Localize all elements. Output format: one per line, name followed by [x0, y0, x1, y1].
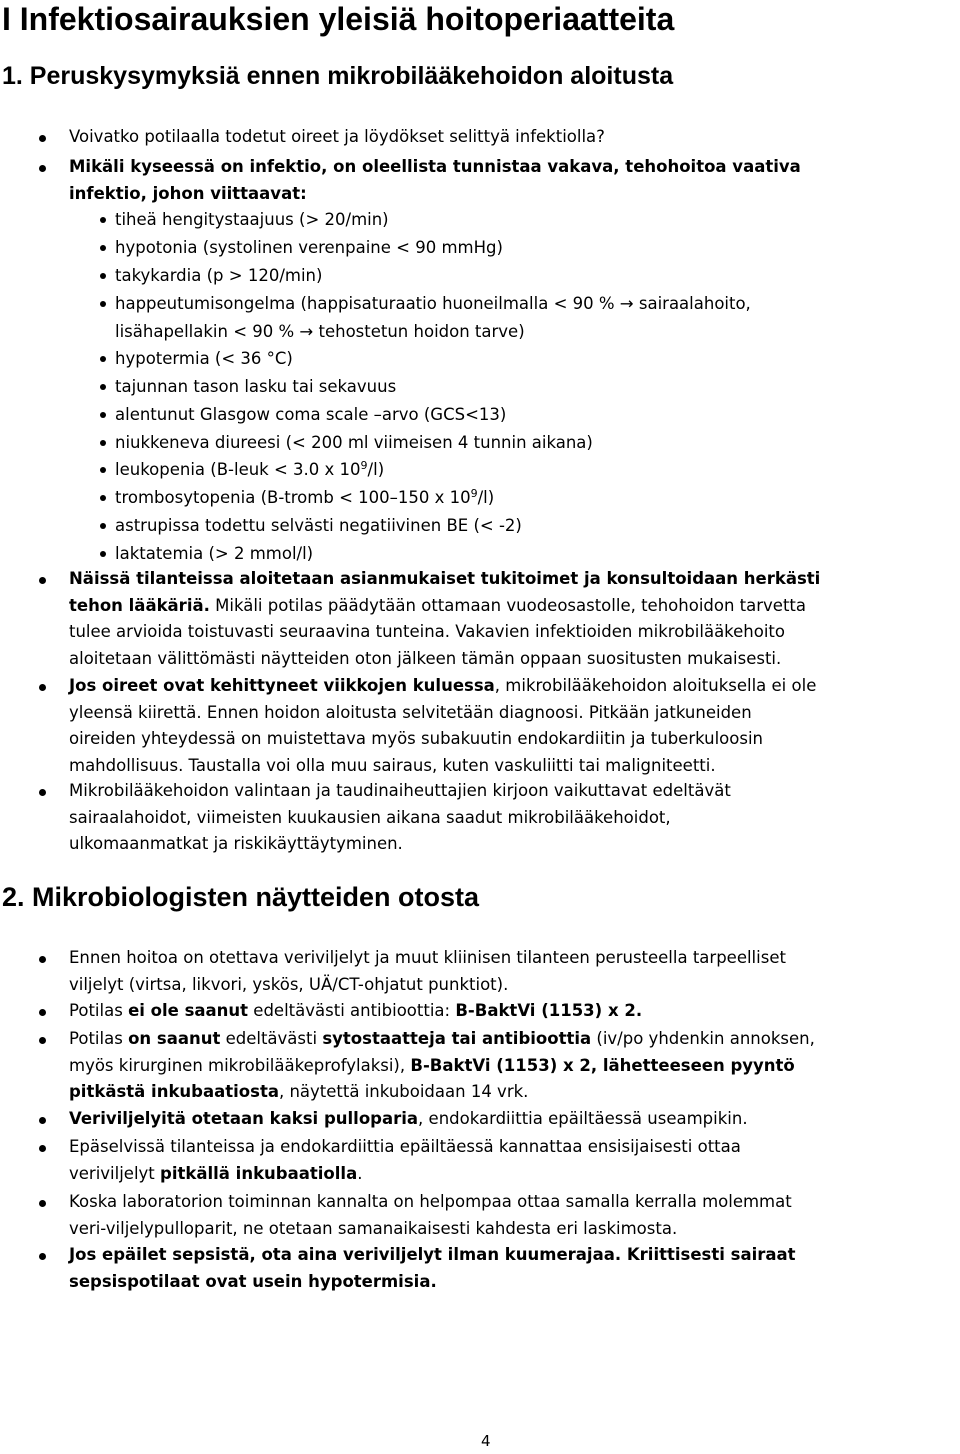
- criteria-item: hypotonia (systolinen verenpaine < 90 mmHg): [115, 234, 955, 262]
- criteria-item: niukkeneva diureesi (< 200 ml viimeisen 4 tunnin aikana): [115, 429, 955, 457]
- bullet-icon: [100, 245, 106, 251]
- bullet-icon: [39, 165, 46, 172]
- criteria-item: tiheä hengitystaajuus (> 20/min): [115, 206, 955, 234]
- criteria-item: astrupissa todettu selvästi negatiivinen BE (< -2): [115, 512, 955, 540]
- bullet-icon: [100, 356, 106, 362]
- bullet-icon: [100, 301, 106, 307]
- bullet-icon: [39, 1145, 46, 1152]
- section-2-heading: 2. Mikrobiologisten näytteiden otosta: [2, 882, 480, 912]
- bullet-icon: [39, 577, 46, 584]
- criteria-item: alentunut Glasgow coma scale –arvo (GCS<13): [115, 401, 955, 429]
- list-item: Ennen hoitoa on otettava veriviljelyt ja muut kliinisen tilanteen perusteella tarpeelliset viljelyt (virtsa, likvori, yskös, UÄ/CT-ohjatut punktiot).: [69, 945, 959, 998]
- bullet-icon: [100, 412, 106, 418]
- severe-infection-intro-line1: Mikäli kyseessä on infektio, on oleellista tunnistaa vakava, tehohoitoa vaativa: [69, 157, 801, 176]
- criteria-item: trombosytopenia (B-tromb < 100–150 x $10^9/l$): [115, 484, 955, 512]
- bullet-icon: [39, 789, 46, 796]
- bullet-icon: [39, 1253, 46, 1260]
- list-item: Potilas ei ole saanut edeltävästi antibioottia: B-BaktVi (1153) x 2.: [69, 998, 959, 1025]
- section-1-heading: 1. Peruskysymyksiä ennen mikrobilääkehoidon aloitusta: [2, 62, 674, 90]
- list-item: Voivatko potilaalla todetut oireet ja löydökset selittyä infektiolla?: [69, 124, 959, 151]
- criteria-item: takykardia (p > 120/min): [115, 262, 955, 290]
- page-title: I Infektiosairauksien yleisiä hoitoperiaatteita: [2, 1, 675, 37]
- bullet-icon: [100, 440, 106, 446]
- bullet-icon: [100, 273, 106, 279]
- bullet-icon: [100, 217, 106, 223]
- list-item: Jos oireet ovat kehittyneet viikkojen kuluessa, mikrobilääkehoidon aloituksella ei ole yleensä kiirettä. Ennen hoidon aloitusta selvitetään diagnoosi. Pitkään jatkuneiden oireiden yhteydessä on muistettava myös subakuutin endokardiitin ja tuberkuloosin mahdollisuus. Taustalla voi olla muu sairaus, kuten vaskuliitti tai maligniteetti.: [69, 673, 959, 779]
- criteria-item: tajunnan tason lasku tai sekavuus: [115, 373, 955, 401]
- list-item: Jos epäilet sepsistä, ota aina veriviljelyt ilman kuumerajaa. Kriittisesti sairaat sepsispotilaat ovat usein hypotermisia.: [69, 1242, 959, 1295]
- bullet-icon: [100, 495, 106, 501]
- list-item: Epäselvissä tilanteissa ja endokardiittia epäiltäessä kannattaa ensisijaisesti ottaa veriviljelyt pitkällä inkubaatiolla.: [69, 1134, 959, 1187]
- list-item: Veriviljelyitä otetaan kaksi pulloparia, endokardiittia epäiltäessä useampikin.: [69, 1106, 959, 1133]
- list-item: Koska laboratorion toiminnan kannalta on helpompaa ottaa samalla kerralla molemmat veri-viljelypulloparit, ne otetaan samanaikaisesti kahdesta eri laskimosta.: [69, 1189, 959, 1242]
- bullet-icon: [39, 956, 46, 963]
- bullet-icon: [100, 467, 106, 473]
- page-number: 4: [481, 1432, 491, 1450]
- list-item: Potilas on saanut edeltävästi sytostaatteja tai antibioottia (iv/po yhdenkin annoksen, myös kirurginen mikrobilääkeprofylaksi), B-BaktVi (1153) x 2, lähetteeseen pyyntö pitkästä inkubaatiosta, näytettä inkuboidaan 14 vrk.: [69, 1026, 959, 1106]
- bullet-icon: [100, 551, 106, 557]
- bullet-icon: [39, 1009, 46, 1016]
- bullet-icon: [100, 523, 106, 529]
- criteria-item: hypotermia (< 36 °C): [115, 345, 955, 373]
- bullet-icon: [39, 1117, 46, 1124]
- criteria-item: happeutumisongelma (happisaturaatio huoneilmalla < 90 % → sairaalahoito, lisähapellakin < 90 % → tehostetun hoidon tarve): [115, 290, 955, 345]
- list-item: [69, 154, 959, 207]
- list-item: Mikrobilääkehoidon valintaan ja taudinaiheuttajien kirjoon vaikuttavat edeltävät sairaalahoidot, viimeisten kuukausien aikana saadut mikrobilääkehoidot, ulkomaanmatkat ja riskikäyttäytyminen.: [69, 778, 959, 858]
- severe-infection-intro-line2: infektio, johon viittaavat:: [69, 183, 307, 203]
- bullet-icon: [39, 135, 46, 142]
- criteria-item: leukopenia (B-leuk < 3.0 x $10^9/l$): [115, 456, 955, 484]
- bullet-icon: [39, 1200, 46, 1207]
- criteria-item: laktatemia (> 2 mmol/l): [115, 540, 955, 568]
- bullet-icon: [39, 1037, 46, 1044]
- bullet-icon: [100, 384, 106, 390]
- list-item: Näissä tilanteissa aloitetaan asianmukaiset tukitoimet ja konsultoidaan herkästi tehon lääkäriä. Mikäli potilas päädytään ottamaan vuodeosastolle, tehohoidon tarvetta tulee arvioida toistuvasti seuraavina tunteina. Vakavien infektioiden mikrobilääkehoito aloitetaan välittömästi näytteiden oton jälkeen tämän oppaan suositusten mukaisesti.: [69, 566, 959, 672]
- bullet-icon: [39, 684, 46, 691]
